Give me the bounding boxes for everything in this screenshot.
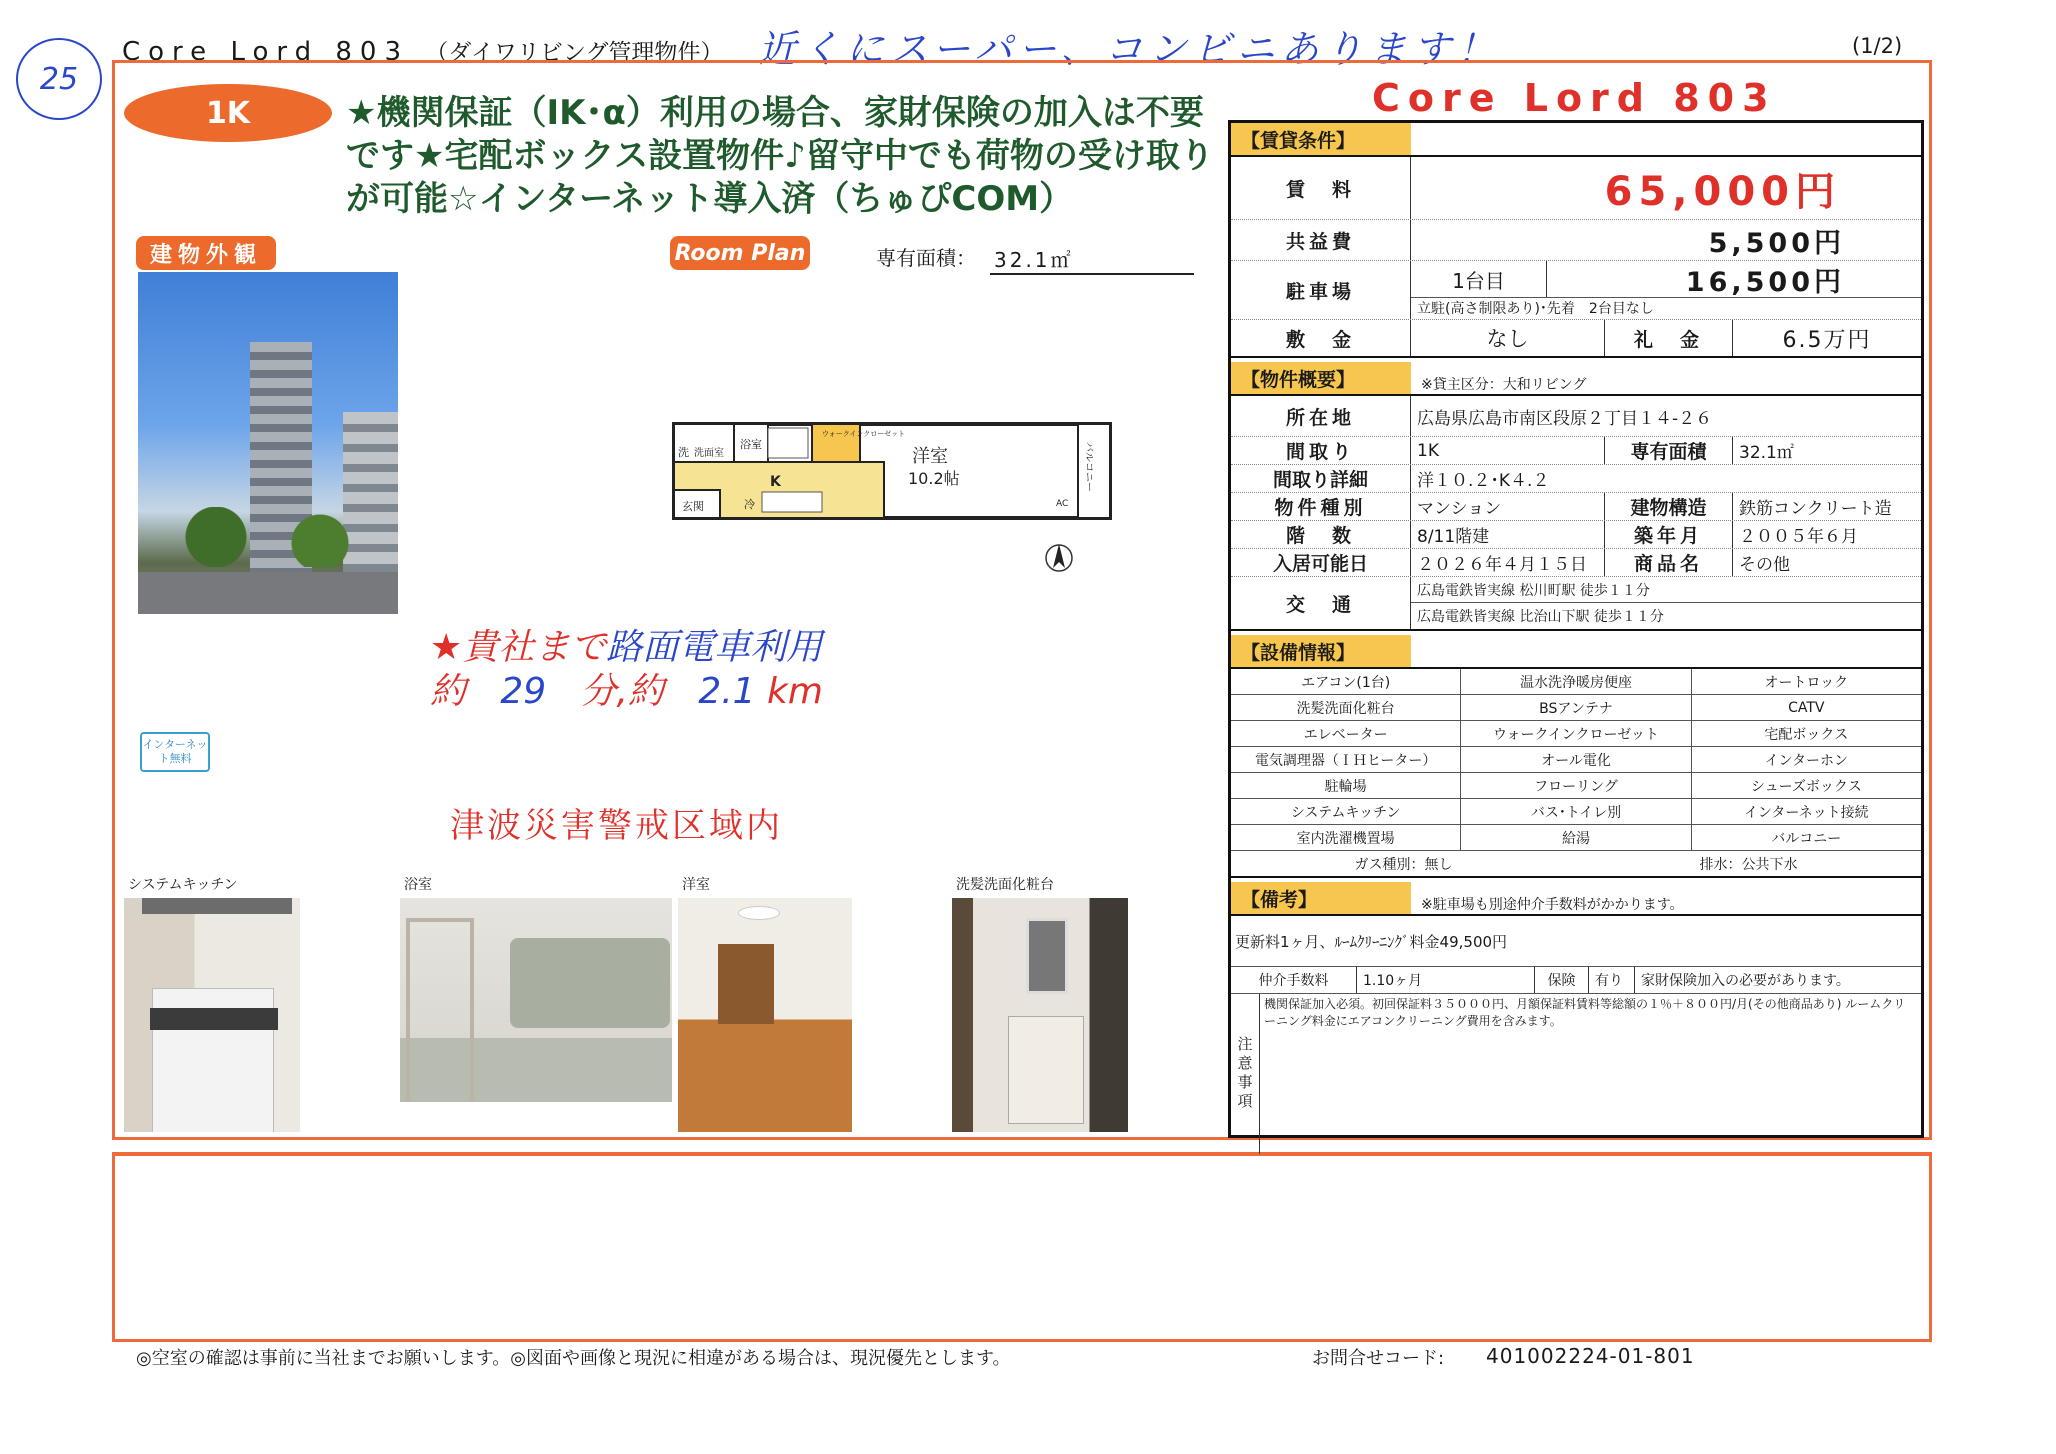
property-title: Core Lord 803 [1372,76,1777,120]
equipment-item: CATV [1788,699,1825,716]
washstand-photo [952,898,1128,1132]
address-value: 広島県広島市南区段原２丁目１４-２６ [1417,408,1713,429]
equipment-item: シューズボックス [1750,778,1862,795]
product-label: 商品名 [1605,549,1733,576]
equipment-item: ウォークインクローゼット [1461,721,1691,746]
layout-detail-value: 洋１０.２･K４.２ [1417,471,1550,491]
tsunami-warning: 津波災害警戒区域内 [450,806,783,846]
structure-value: 鉄筋コンクリート造 [1739,499,1892,519]
key-money-label: 礼 金 [1605,320,1733,356]
key-money-value: 6.5万円 [1782,327,1872,353]
common-fee-value: 5,500円 [1708,227,1845,259]
brokerage-value: 1.10ヶ月 [1357,967,1535,993]
equipment-item: インターネット接続 [1743,804,1869,821]
handwritten-tram-note [430,626,890,714]
transport-line-1: 広島電鉄皆実線 松川町駅 徒歩１１分 [1411,577,1921,603]
equipment-item: エレベーター [1231,721,1461,746]
room-plan-tag: Room Plan [670,236,810,270]
building-exterior-photo [138,272,398,614]
rent-conditions-header: 【賃貸条件】 [1231,123,1411,155]
equipment-item: BSアンテナ [1461,695,1691,720]
parking-label: 駐車場 [1231,261,1411,319]
equipment-item: エアコン(1台) [1231,669,1461,694]
equipment-table [1231,667,1921,878]
photo-label-room: 洋室 [682,877,710,893]
area-label: 専有面積： [876,246,976,270]
transport-label: 交 通 [1231,577,1411,629]
equipment-item: 温水洗浄暖房便座 [1461,669,1691,694]
equipment-item: フローリング [1461,773,1691,798]
move-in-label: 入居可能日 [1231,549,1411,576]
footer-notice: ◎空室の確認は事前に当社までお願いします。◎図面や画像と現況に相違がある場合は、現況優先とします。 [136,1348,1011,1369]
layout-label: 間取り [1231,437,1411,464]
compass-north-icon [1044,540,1074,574]
handwritten-page-stamp: 25 [16,38,102,120]
remarks-header: 【備考】 [1231,882,1411,914]
area-detail-value: 32.1㎡ [1739,443,1794,463]
floor-label: 階 数 [1231,521,1411,548]
equipment-item: 駐輪場 [1231,773,1461,798]
insurance-label: 保険 [1535,967,1589,993]
equipment-row [1231,695,1921,721]
type-value: マンション [1411,493,1605,520]
deposit-label: 敷 金 [1231,320,1411,356]
insurance-note: 家財保険加入の必要があります。 [1641,973,1850,989]
plan-washer-label: 洗 [678,446,689,459]
layout-detail-label: 間取り詳細 [1231,465,1411,492]
gas-type: ガス種別：無し [1354,856,1453,873]
exterior-tag: 建物外観 [136,236,276,270]
equipment-item: バルコニー [1771,830,1842,847]
equipment-item: オートロック [1764,674,1849,691]
equipment-row [1231,773,1921,799]
equipment-item: オール電化 [1461,747,1691,772]
area-value: 32.1㎡ [990,244,1194,275]
page-number: (1/2) [1852,34,1903,58]
lower-blank-frame [112,1152,1932,1342]
remarks-parking-note: ※駐車場も別途仲介手数料がかかります。 [1421,897,1684,913]
rent-label: 賃 料 [1231,157,1411,219]
brokerage-label: 仲介手数料 [1231,967,1357,993]
equipment-item: 洗髪洗面化粧台 [1231,695,1461,720]
area-detail-label: 専有面積 [1605,437,1733,464]
lender-note: ※貸主区分：大和リビング [1421,377,1587,393]
property-detail-panel [1228,120,1924,1138]
equipment-row [1231,799,1921,825]
plan-wash-label: 洗面室 [694,448,724,459]
photo-label-washstand: 洗髪洗面化粧台 [956,877,1054,893]
header-management-note: （ダイワリビング管理物件） [425,40,724,66]
product-value: その他 [1739,555,1790,575]
hand-note-km: km [767,671,823,712]
equipment-row [1231,825,1921,851]
hand-note-approx: 約 [430,671,467,712]
floor-value: 8/11階建 [1411,521,1605,548]
hand-note-distance: 2.1 [698,671,756,712]
caution-label: 注意事項 [1231,994,1260,1154]
header-property-name: Core Lord 803 [122,37,410,67]
plan-room-size: 10.2帖 [908,469,960,488]
photo-label-kitchen: システムキッチン [128,877,238,893]
plan-balcony-label: バルコニー [1083,442,1094,492]
hand-note-minutes: 29 [500,671,547,712]
drain-type: 排水：公共下水 [1699,856,1798,873]
hand-note-tram: 路面電車利用 [606,627,823,668]
equipment-item: 給湯 [1461,825,1691,850]
inquiry-code: 401002224-01-801 [1486,1344,1695,1368]
bathroom-photo [400,898,672,1102]
built-value: ２００５年６月 [1739,527,1858,547]
equipment-item: 電気調理器（ＩＨヒーター） [1231,747,1461,772]
equipment-item: システムキッチン [1231,799,1461,824]
equipment-item: 室内洗濯機置場 [1231,825,1461,850]
transport-line-2: 広島電鉄皆実線 比治山下駅 徒歩１１分 [1417,608,1664,625]
structure-label: 建物構造 [1605,493,1733,520]
handwritten-nearby-note: 近くにスーパー、コンビニあります！ [758,27,1501,71]
floor-plan-diagram [672,420,1112,522]
promo-headline: ★機関保証（IK･α）利用の場合、家財保険の加入は不要です★宅配ボックス設置物件♪留守中でも荷物の受け取りが可能☆インターネット導入済（ちゅぴCOM） [346,93,1214,219]
rent-value: 65,000円 [1604,168,1841,215]
type-label: 物件種別 [1231,493,1411,520]
layout-value: 1K [1411,437,1605,464]
equipment-row [1231,747,1921,773]
internet-free-icon: インターネット無料 [140,732,210,772]
plan-closet-label: ウォークインクローゼット [822,430,905,438]
equipment-item: バス･トイレ別 [1461,799,1691,824]
plan-kitchen-label: K [770,474,781,490]
western-room-photo [678,898,852,1132]
utility-row [1231,851,1921,878]
plan-entrance-label: 玄関 [682,500,704,513]
address-label: 所在地 [1231,396,1411,436]
parking-first-car: 1台目 [1411,261,1547,297]
common-fee-label: 共益費 [1231,220,1411,260]
hand-note-min-unit: 分,約 [580,671,664,712]
overview-header: 【物件概要】 [1231,362,1411,394]
layout-badge: 1K [124,84,332,142]
built-label: 築年月 [1605,521,1733,548]
plan-room-label: 洋室 [912,446,948,467]
equipment-row [1231,721,1921,747]
parking-fee-value: 16,500円 [1685,266,1845,298]
move-in-value: ２０２６年４月１５日 [1411,549,1605,576]
equipment-header: 【設備情報】 [1231,635,1411,667]
parking-note: 立駐(高さ制限あり)･先着 2台目なし [1417,301,1654,317]
equipment-row [1231,669,1921,695]
plan-bath-label: 浴室 [740,438,762,451]
caution-text: 機関保証加入必須。初回保証料３５０００円、月額保証料賃料等総額の１％＋８００円/月(その他商品あり) ルームクリーニング料金にエアコンクリーニング費用を含みます。 [1264,997,1906,1028]
equipment-item: インターホン [1764,752,1849,769]
photo-label-bath: 浴室 [404,877,432,893]
kitchen-photo [124,898,300,1132]
plan-fridge-label: 冷 [744,498,755,511]
inquiry-code-label: お問合せコード: [1312,1348,1445,1369]
renewal-fee: 更新料1ヶ月、ﾙｰﾑｸﾘｰﾆﾝｸﾞ料金49,500円 [1231,914,1921,966]
insurance-value: 有り [1589,967,1635,993]
hand-note-prefix: ★貴社まで [430,627,607,668]
deposit-value: なし [1411,320,1605,356]
plan-ac-label: AC [1056,499,1069,509]
equipment-item: 宅配ボックス [1764,726,1849,743]
